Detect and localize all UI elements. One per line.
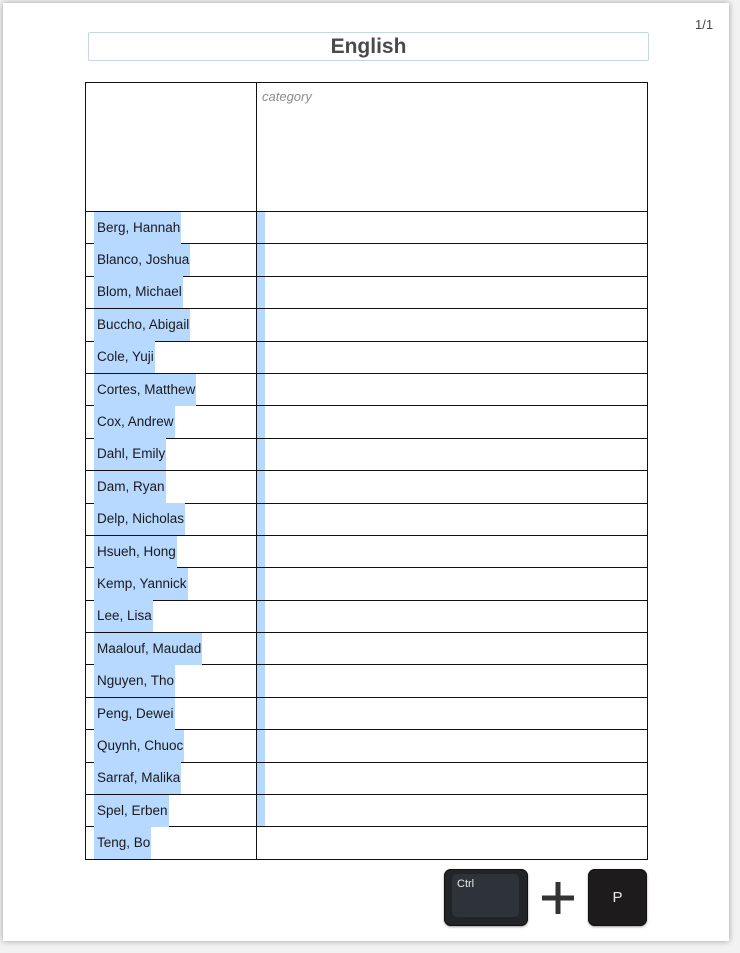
category-cell[interactable]	[257, 763, 648, 794]
student-name-wrap	[94, 406, 175, 437]
table-row[interactable]	[86, 212, 648, 244]
table-header-row	[86, 83, 648, 212]
category-cell[interactable]	[257, 244, 648, 275]
selection-highlight	[257, 568, 265, 599]
page-title: English	[88, 32, 649, 61]
selection-highlight	[257, 795, 265, 826]
student-name-wrap	[94, 342, 155, 373]
selection-highlight	[257, 536, 265, 567]
category-cell[interactable]	[257, 309, 648, 340]
student-name: Blanco, Joshua	[94, 244, 190, 276]
student-name: Quynh, Chuoc	[94, 730, 184, 762]
student-name-cell[interactable]	[86, 504, 257, 535]
table-row[interactable]	[86, 536, 648, 568]
table-row[interactable]	[86, 244, 648, 276]
student-name-wrap	[94, 633, 202, 664]
category-cell[interactable]	[257, 795, 648, 826]
table-row[interactable]	[86, 439, 648, 471]
category-cell[interactable]	[257, 568, 648, 599]
student-name-cell[interactable]	[86, 633, 257, 664]
roster-table	[85, 82, 648, 860]
selection-highlight	[257, 277, 265, 308]
student-name: Sarraf, Malika	[94, 762, 181, 794]
student-name-cell[interactable]	[86, 601, 257, 632]
student-name-wrap	[94, 665, 175, 696]
student-name-wrap	[94, 374, 196, 405]
student-name-wrap	[94, 244, 190, 275]
student-name-cell[interactable]	[86, 471, 257, 502]
selection-highlight	[257, 698, 265, 729]
student-name-wrap	[94, 795, 169, 826]
student-name: Blom, Michael	[94, 276, 183, 308]
student-name-cell[interactable]	[86, 277, 257, 308]
page-counter: 1/1	[695, 17, 714, 32]
student-name: Lee, Lisa	[94, 600, 153, 632]
student-name-cell[interactable]	[86, 374, 257, 405]
student-name-wrap	[94, 698, 175, 729]
student-name: Peng, Dewei	[94, 698, 175, 730]
category-cell[interactable]	[257, 471, 648, 502]
student-name-cell[interactable]	[86, 244, 257, 275]
student-name-wrap	[94, 212, 181, 243]
selection-highlight	[257, 665, 265, 696]
selection-highlight	[257, 601, 265, 632]
table-row[interactable]	[86, 601, 648, 633]
student-name-cell[interactable]	[86, 439, 257, 470]
student-name-cell[interactable]	[86, 730, 257, 761]
category-cell[interactable]	[257, 374, 648, 405]
category-cell[interactable]	[257, 601, 648, 632]
category-cell[interactable]	[257, 406, 648, 437]
ctrl-key-label: Ctrl	[457, 878, 475, 890]
category-cell[interactable]	[257, 665, 648, 696]
category-cell[interactable]	[257, 536, 648, 567]
selection-highlight	[257, 309, 265, 340]
student-name: Kemp, Yannick	[94, 568, 188, 600]
table-row[interactable]	[86, 763, 648, 795]
table-row[interactable]	[86, 698, 648, 730]
category-cell[interactable]	[257, 698, 648, 729]
student-name-cell[interactable]	[86, 795, 257, 826]
student-name: Hsueh, Hong	[94, 536, 177, 568]
student-name: Delp, Nicholas	[94, 503, 185, 535]
name-header-cell	[86, 83, 257, 211]
selection-highlight	[257, 374, 265, 405]
student-name: Berg, Hannah	[94, 212, 181, 244]
selection-highlight	[257, 504, 265, 535]
table-row[interactable]	[86, 471, 648, 503]
student-name: Nguyen, Tho	[94, 665, 175, 697]
student-name-cell[interactable]	[86, 698, 257, 729]
category-header-label: category	[262, 89, 312, 104]
category-cell[interactable]	[257, 212, 648, 243]
student-name-cell[interactable]	[86, 406, 257, 437]
student-name-wrap	[94, 277, 183, 308]
student-name-cell[interactable]	[86, 536, 257, 567]
table-row[interactable]	[86, 342, 648, 374]
table-row[interactable]	[86, 277, 648, 309]
category-header-cell	[257, 83, 648, 211]
selection-highlight	[257, 763, 265, 794]
category-cell[interactable]	[257, 633, 648, 664]
selection-highlight	[257, 212, 265, 243]
table-row[interactable]	[86, 504, 648, 536]
student-name-cell[interactable]	[86, 827, 257, 858]
student-name: Cole, Yuji	[94, 341, 155, 373]
table-row[interactable]	[86, 730, 648, 762]
student-name-wrap	[94, 471, 166, 502]
student-name-wrap	[94, 763, 181, 794]
student-name-cell[interactable]	[86, 212, 257, 243]
p-key	[588, 869, 647, 926]
table-row[interactable]	[86, 309, 648, 341]
student-name: Buccho, Abigail	[94, 309, 190, 341]
print-shortcut-hint	[444, 869, 647, 926]
category-cell[interactable]	[257, 439, 648, 470]
student-name-wrap	[94, 568, 188, 599]
selection-highlight	[257, 342, 265, 373]
table-row[interactable]	[86, 374, 648, 406]
student-name-wrap	[94, 439, 166, 470]
student-name-wrap	[94, 827, 151, 858]
student-name: Cox, Andrew	[94, 406, 175, 438]
student-name-wrap	[94, 601, 153, 632]
selection-highlight	[257, 439, 265, 470]
student-name-wrap	[94, 504, 185, 535]
selection-highlight	[257, 730, 265, 761]
student-name: Dam, Ryan	[94, 471, 166, 503]
student-name-wrap	[94, 730, 184, 761]
table-row[interactable]	[86, 568, 648, 600]
table-row[interactable]	[86, 827, 648, 859]
selection-highlight	[257, 471, 265, 502]
category-cell[interactable]	[257, 277, 648, 308]
student-name: Teng, Bo	[94, 827, 151, 859]
selection-highlight	[257, 244, 265, 275]
student-name: Cortes, Matthew	[94, 374, 196, 406]
ctrl-key	[444, 869, 528, 926]
student-name-cell[interactable]	[86, 568, 257, 599]
category-cell[interactable]	[257, 827, 648, 858]
student-name-cell[interactable]	[86, 309, 257, 340]
selection-highlight	[257, 633, 265, 664]
selection-highlight	[257, 406, 265, 437]
p-key-label: P	[612, 889, 623, 906]
student-name-cell[interactable]	[86, 342, 257, 373]
student-name-wrap	[94, 536, 177, 567]
category-cell[interactable]	[257, 504, 648, 535]
student-name-cell[interactable]	[86, 665, 257, 696]
category-cell[interactable]	[257, 730, 648, 761]
student-name-wrap	[94, 309, 190, 340]
plus-icon	[528, 869, 588, 926]
table-row[interactable]	[86, 406, 648, 438]
table-row[interactable]	[86, 665, 648, 697]
student-name: Dahl, Emily	[94, 438, 166, 470]
student-name: Spel, Erben	[94, 795, 169, 827]
category-cell[interactable]	[257, 342, 648, 373]
student-name: Maalouf, Maudad	[94, 633, 202, 665]
student-name-cell[interactable]	[86, 763, 257, 794]
table-row[interactable]	[86, 633, 648, 665]
table-row[interactable]	[86, 795, 648, 827]
